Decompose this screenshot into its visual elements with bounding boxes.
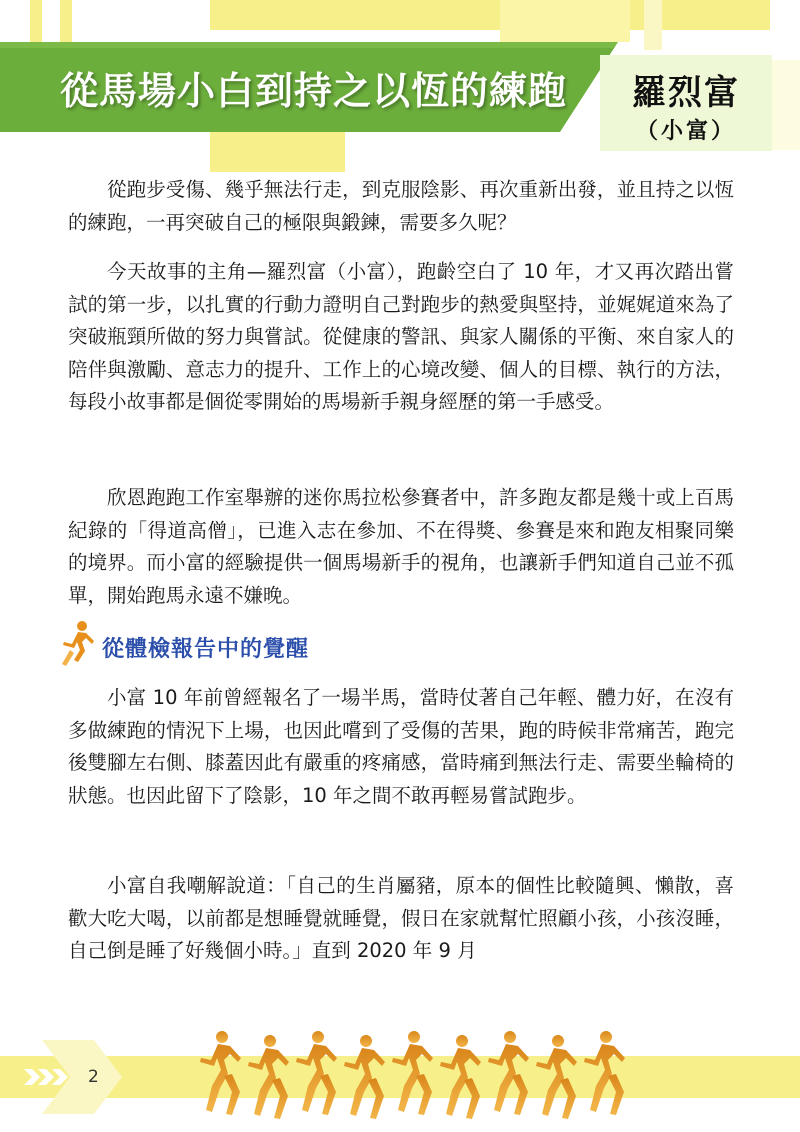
top-deco-block <box>30 0 42 42</box>
top-deco-block <box>210 130 345 172</box>
paragraph: 今天故事的主角—羅烈富（小富），跑齡空白了 10 年，才又再次踏出嘗試的第一步，以扎實的行動力證明自己對跑步的熱愛與堅持，並娓娓道來為了突破瓶頸所做的努力與嘗試。從健康的警訊、與家人關係的平衡、來自家人的陪伴與激勵、意志力的提升、工作上的心境改變、個人的目標、執行的方法，每段小故事都是個從零開始的馬場新手親身經歷的第一手感受。 <box>68 260 734 413</box>
top-deco-block <box>210 0 770 30</box>
page-title: 從馬場小白到持之以恆的練跑 <box>60 69 568 113</box>
section-heading: 從體檢報告中的覺醒 <box>102 637 310 662</box>
paragraph: 小富 10 年前曾經報名了一場半馬，當時仗著自己年輕、體力好，在沒有多做練跑的情況下上場，也因此嚐到了受傷的苦果，跑的時候非常痛苦，跑完後雙腳左右側、膝蓋因此有嚴重的疼痛感，當時痛到無法行走、需要坐輪椅的狀態。也因此留下了陰影，10 年之間不敢再輕易嘗試跑步。 <box>68 686 734 807</box>
runner-icon <box>58 620 96 668</box>
chevron-arrows-icon <box>22 1040 122 1114</box>
paragraph: 欣恩跑跑工作室舉辦的迷你馬拉松參賽者中，許多跑友都是幾十或上百馬紀錄的「得道高僧」，已進入志在參加、不在得獎、參賽是來和跑友相聚同樂的境界。而小富的經驗提供一個馬場新手的視角，也讓新手們知道自己並不孤單，開始跑馬永遠不嫌晚。 <box>68 486 734 607</box>
top-deco-block <box>60 0 72 42</box>
runner-silhouette-icon <box>196 1030 626 1120</box>
paragraph: 小富自我嘲解說道：「自己的生肖屬豬，原本的個性比較隨興、懶散，喜歡大吃大喝，以前都是想睡覺就睡覺，假日在家就幫忙照顧小孩，小孩沒睡，自己倒是睡了好幾個小時。」直到 2020 年 9 月 <box>68 874 734 962</box>
title-band-highlight <box>0 42 800 48</box>
page-number: 2 <box>88 1067 99 1087</box>
paragraph: 從跑步受傷、幾乎無法行走，到克服陰影、再次重新出發，並且持之以恆的練跑，一再突破自己的極限與鍛鍊，需要多久呢？ <box>68 178 734 234</box>
top-deco-block <box>500 0 630 42</box>
top-deco-block <box>644 0 662 50</box>
author-name: 羅烈富 <box>632 73 740 113</box>
author-nickname: （小富） <box>635 119 736 144</box>
top-deco-block <box>772 60 800 150</box>
